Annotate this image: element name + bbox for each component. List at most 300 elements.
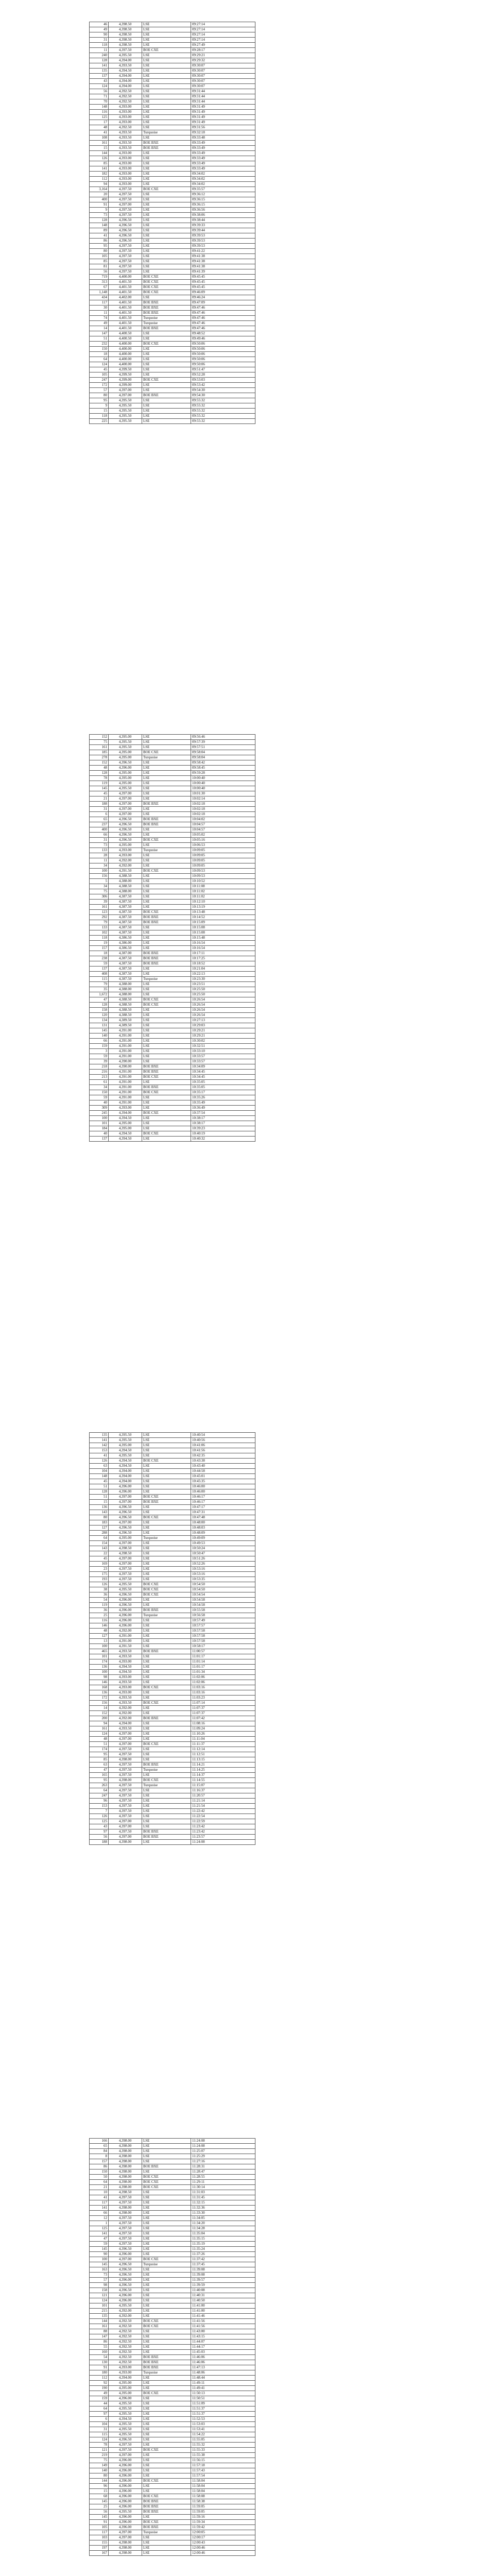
trade-price-cell: 4,396.50	[109, 239, 142, 244]
trade-time-cell: 09:27:14	[191, 32, 255, 38]
trade-volume-cell: 91	[90, 202, 109, 208]
trade-time-cell: 09:41:38	[191, 264, 255, 269]
trade-price-cell: 4,393.00	[109, 166, 142, 172]
trade-time-cell: 11:39:08	[191, 2273, 255, 2278]
table-row	[90, 254, 255, 259]
trade-time-cell: 10:27:13	[191, 1018, 255, 1023]
trade-venue-cell: LSE	[142, 1126, 191, 1131]
trade-price-cell: 4,397.00	[109, 2530, 142, 2535]
trade-time-cell: 11:56:15	[191, 2458, 255, 2463]
trade-venue-cell: LSE	[142, 202, 191, 208]
trade-time-cell: 10:09:05	[191, 848, 255, 853]
table-row	[90, 1551, 255, 1556]
trade-venue-cell: LSE	[142, 1033, 191, 1039]
trade-venue-cell: LSE	[142, 43, 191, 48]
trade-price-cell: 4,391.00	[109, 1044, 142, 1049]
trade-price-cell: 4,392.50	[109, 99, 142, 105]
table-row	[90, 352, 255, 357]
table-row	[90, 1474, 255, 1479]
table-row	[90, 2381, 255, 2386]
trade-volume-cell: 47	[90, 997, 109, 1003]
trade-volume-cell: 88	[90, 2329, 109, 2334]
trade-price-cell: 4,398.00	[109, 2154, 142, 2159]
trade-price-cell: 4,397.50	[109, 2221, 142, 2226]
trade-venue-cell: BOE CXE	[142, 1075, 191, 1080]
trade-time-cell: 10:46:00	[191, 1484, 255, 1489]
trade-volume-cell: 40	[90, 1131, 109, 1137]
trade-volume-cell: 95	[90, 1778, 109, 1783]
trade-venue-cell: LSE	[142, 177, 191, 182]
table-row	[90, 1757, 255, 1762]
trade-time-cell: 09:31:49	[191, 105, 255, 110]
trade-venue-cell: LSE	[142, 1659, 191, 1665]
trade-venue-cell: Turquoise	[142, 755, 191, 760]
trades-table	[89, 1432, 255, 1845]
trade-volume-cell: 121	[90, 2448, 109, 2453]
trade-price-cell: 4,400.00	[109, 357, 142, 362]
trade-price-cell: 4,392.50	[109, 94, 142, 99]
trade-price-cell: 4,388.50	[109, 1013, 142, 1018]
trade-price-cell: 4,393.00	[109, 151, 142, 156]
trade-price-cell: 4,395.00	[109, 1126, 142, 1131]
trade-time-cell: 11:25:07	[191, 2149, 255, 2154]
table-row	[90, 1762, 255, 1768]
trade-time-cell: 11:58:04	[191, 2489, 255, 2494]
trade-time-cell: 09:55:32	[191, 419, 255, 424]
trade-venue-cell: LSE	[142, 1023, 191, 1028]
trade-time-cell: 11:23:42	[191, 1824, 255, 1829]
trade-volume-cell: 95	[90, 398, 109, 403]
trade-price-cell: 4,395.50	[109, 1582, 142, 1587]
trade-price-cell: 4,392.00	[109, 1706, 142, 1711]
trade-venue-cell: LSE	[142, 2412, 191, 2417]
trade-volume-cell: 400	[90, 197, 109, 202]
trade-volume-cell: 9	[90, 403, 109, 409]
trade-price-cell: 4,391.00	[109, 1039, 142, 1044]
trade-price-cell: 4,398.50	[109, 43, 142, 48]
trade-volume-cell: 11	[90, 48, 109, 53]
trade-volume-cell: 86	[90, 2164, 109, 2170]
trade-time-cell: 09:41:39	[191, 269, 255, 275]
trade-price-cell: 4,398.00	[109, 2185, 142, 2190]
table-row	[90, 1592, 255, 1598]
trade-venue-cell: LSE	[142, 362, 191, 367]
table-row	[90, 905, 255, 910]
trade-volume-cell: 15	[90, 146, 109, 151]
trade-volume-cell: 48	[90, 1629, 109, 1634]
trade-price-cell: 4,398.00	[109, 2159, 142, 2164]
trade-venue-cell: LSE	[142, 2195, 191, 2200]
table-row	[90, 956, 255, 961]
trade-time-cell: 09:39:33	[191, 223, 255, 228]
trade-venue-cell: LSE	[142, 182, 191, 187]
trade-time-cell: 10:53:16	[191, 1567, 255, 1572]
trade-time-cell: 10:38:17	[191, 1116, 255, 1121]
trade-venue-cell: LSE	[142, 1018, 191, 1023]
trade-venue-cell: LSE	[142, 776, 191, 781]
trade-venue-cell: LSE	[142, 766, 191, 771]
trade-venue-cell: LSE	[142, 239, 191, 244]
trade-time-cell: 11:07:14	[191, 1701, 255, 1706]
trade-price-cell: 4,396.00	[109, 766, 142, 771]
trade-price-cell: 4,389.50	[109, 1018, 142, 1023]
trade-price-cell: 4,397.50	[109, 254, 142, 259]
table-row	[90, 409, 255, 414]
trade-volume-cell: 116	[90, 1618, 109, 1623]
table-row	[90, 1675, 255, 1680]
trade-volume-cell: 140	[90, 2468, 109, 2473]
trade-price-cell: 4,394.50	[109, 1137, 142, 1142]
trade-venue-cell: LSE	[142, 2159, 191, 2164]
table-row	[90, 1840, 255, 1845]
trade-time-cell: 10:48:00	[191, 1520, 255, 1526]
trade-venue-cell: LSE	[142, 347, 191, 352]
trade-time-cell: 10:54:58	[191, 1603, 255, 1608]
trade-price-cell: 4,395.00	[109, 2381, 142, 2386]
table-row	[90, 2267, 255, 2273]
trade-price-cell: 4,396.00	[109, 1618, 142, 1623]
trade-time-cell: 09:48:52	[191, 331, 255, 336]
trade-price-cell: 4,393.00	[109, 853, 142, 858]
trade-venue-cell: LSE	[142, 1706, 191, 1711]
table-row	[90, 2211, 255, 2216]
trade-price-cell: 4,395.00	[109, 2386, 142, 2391]
trade-price-cell: 4,393.50	[109, 1726, 142, 1732]
trade-price-cell: 4,397.50	[109, 259, 142, 264]
trade-price-cell: 4,396.50	[109, 2437, 142, 2443]
trade-venue-cell: LSE	[142, 172, 191, 177]
trade-volume-cell: 123	[90, 910, 109, 915]
table-row	[90, 2422, 255, 2427]
trade-price-cell: 4,394.50	[109, 1448, 142, 1453]
trade-price-cell: 4,393.00	[109, 156, 142, 161]
trade-venue-cell: LSE	[142, 2350, 191, 2355]
table-row	[90, 1577, 255, 1582]
trade-venue-cell: BOE BXE	[142, 1762, 191, 1768]
trade-venue-cell: LSE	[142, 228, 191, 233]
table-row	[90, 2448, 255, 2453]
trade-time-cell: 11:33:30	[191, 2211, 255, 2216]
trade-venue-cell: LSE	[142, 930, 191, 936]
trade-venue-cell: LSE	[142, 2231, 191, 2236]
trade-volume-cell: 245	[90, 1111, 109, 1116]
trade-price-cell: 4,397.50	[109, 1747, 142, 1752]
trade-time-cell: 11:41:00	[191, 2303, 255, 2309]
trade-price-cell: 4,395.50	[109, 403, 142, 409]
trade-volume-cell: 128	[90, 218, 109, 223]
table-row	[90, 1752, 255, 1757]
table-row	[90, 2216, 255, 2221]
trade-price-cell: 4,395.00	[109, 755, 142, 760]
trade-time-cell: 11:16:37	[191, 1788, 255, 1793]
trade-time-cell: 11:54:22	[191, 2432, 255, 2437]
trade-venue-cell: LSE	[142, 125, 191, 130]
trade-price-cell: 4,396.50	[109, 1505, 142, 1510]
table-row	[90, 2530, 255, 2535]
trade-volume-cell: 75	[90, 2458, 109, 2463]
trade-time-cell: 10:21:04	[191, 967, 255, 972]
trade-venue-cell: LSE	[142, 259, 191, 264]
trade-volume-cell: 128	[90, 1489, 109, 1495]
table-row	[90, 172, 255, 177]
trade-price-cell: 4,397.50	[109, 244, 142, 249]
trade-price-cell: 4,398.00	[109, 2540, 142, 2546]
trade-venue-cell: LSE	[142, 1464, 191, 1469]
trade-price-cell: 4,393.00	[109, 848, 142, 853]
trade-time-cell: 10:16:54	[191, 946, 255, 951]
trade-volume-cell: 152	[90, 735, 109, 740]
trade-time-cell: 10:22:13	[191, 972, 255, 977]
trade-venue-cell: BOE CXE	[142, 2180, 191, 2185]
trade-price-cell: 4,393.50	[109, 130, 142, 135]
table-row	[90, 1587, 255, 1592]
table-row	[90, 879, 255, 884]
trade-volume-cell: 12	[90, 2216, 109, 2221]
table-row	[90, 58, 255, 63]
trade-venue-cell: BOE BXE	[142, 2525, 191, 2530]
trade-venue-cell: LSE	[142, 1433, 191, 1438]
trade-venue-cell: LSE	[142, 151, 191, 156]
trade-time-cell: 11:40:50	[191, 2298, 255, 2303]
trade-volume-cell: 84	[90, 2149, 109, 2154]
table-row	[90, 347, 255, 352]
trade-price-cell: 4,392.50	[109, 2340, 142, 2345]
trade-venue-cell: BOE CXE	[142, 290, 191, 295]
trade-price-cell: 4,397.50	[109, 2226, 142, 2231]
trade-price-cell: 4,396.50	[109, 223, 142, 228]
trade-price-cell: 4,393.50	[109, 63, 142, 69]
trade-volume-cell: 59	[90, 1095, 109, 1100]
trade-volume-cell: 41	[90, 130, 109, 135]
trade-price-cell: 4,400.00	[109, 347, 142, 352]
table-row	[90, 1778, 255, 1783]
trade-volume-cell: 79	[90, 920, 109, 925]
trade-price-cell: 4,394.50	[109, 1670, 142, 1675]
trade-volume-cell: 118	[90, 414, 109, 419]
trade-venue-cell: LSE	[142, 69, 191, 74]
trade-venue-cell: Turquoise	[142, 977, 191, 982]
trade-time-cell: 10:34:09	[191, 1064, 255, 1070]
trade-time-cell: 10:35:49	[191, 1100, 255, 1106]
table-row	[90, 992, 255, 997]
trade-volume-cell: 309	[90, 1106, 109, 1111]
trade-time-cell: 10:35:05	[191, 1085, 255, 1090]
trade-price-cell: 4,395.50	[109, 409, 142, 414]
trade-price-cell: 4,397.50	[109, 2448, 142, 2453]
trade-price-cell: 4,386.50	[109, 936, 142, 941]
trade-price-cell: 4,396.00	[109, 1608, 142, 1613]
trade-time-cell: 09:50:06	[191, 352, 255, 357]
table-row	[90, 2406, 255, 2412]
table-row	[90, 1459, 255, 1464]
trade-time-cell: 11:01:14	[191, 1659, 255, 1665]
trade-time-cell: 09:54:30	[191, 393, 255, 398]
trade-price-cell: 4,394.00	[109, 74, 142, 79]
table-row	[90, 740, 255, 745]
table-row	[90, 223, 255, 228]
table-row	[90, 141, 255, 146]
trade-venue-cell: BOE BXE	[142, 2499, 191, 2504]
table-row	[90, 807, 255, 812]
trade-venue-cell: BOE BXE	[142, 915, 191, 920]
trade-venue-cell: BOE CXE	[142, 275, 191, 280]
trade-time-cell: 10:13:19	[191, 905, 255, 910]
trade-time-cell: 10:05:16	[191, 838, 255, 843]
trade-venue-cell: LSE	[142, 2221, 191, 2226]
trade-time-cell: 11:11:04	[191, 1737, 255, 1742]
trade-price-cell: 4,394.00	[109, 1469, 142, 1474]
trade-price-cell: 4,397.50	[109, 1788, 142, 1793]
trade-time-cell: 10:45:35	[191, 1479, 255, 1484]
trade-volume-cell: 719	[90, 275, 109, 280]
trade-price-cell: 4,397.50	[109, 1567, 142, 1572]
trade-price-cell: 4,397.50	[109, 1793, 142, 1799]
trade-volume-cell: 135	[90, 1433, 109, 1438]
trade-price-cell: 4,387.50	[109, 961, 142, 967]
trade-price-cell: 4,395.50	[109, 1438, 142, 1443]
trade-price-cell: 4,396.00	[109, 2252, 142, 2257]
trade-price-cell: 4,395.50	[109, 2303, 142, 2309]
trade-volume-cell: 21	[90, 2185, 109, 2190]
trade-volume-cell: 1,672	[90, 992, 109, 997]
trade-time-cell: 10:17:11	[191, 951, 255, 956]
table-row	[90, 853, 255, 858]
trade-volume-cell: 156	[90, 874, 109, 879]
trade-volume-cell: 124	[90, 1732, 109, 1737]
trade-volume-cell: 65	[90, 2144, 109, 2149]
trade-price-cell: 4,387.50	[109, 925, 142, 930]
trade-time-cell: 11:08:16	[191, 1721, 255, 1726]
trade-venue-cell: LSE	[142, 1680, 191, 1685]
trade-venue-cell: LSE	[142, 2551, 191, 2556]
trade-price-cell: 4,395.00	[109, 776, 142, 781]
trades-table	[89, 2138, 255, 2556]
trade-volume-cell: 183	[90, 1520, 109, 1526]
table-row	[90, 961, 255, 967]
table-row	[90, 1819, 255, 1824]
trade-volume-cell: 124	[90, 84, 109, 89]
trade-price-cell: 4,395.00	[109, 781, 142, 786]
trade-venue-cell: LSE	[142, 1690, 191, 1696]
trade-time-cell: 10:29:03	[191, 1023, 255, 1028]
trade-volume-cell: 144	[90, 151, 109, 156]
trade-time-cell: 10:54:54	[191, 1592, 255, 1598]
trade-price-cell: 4,392.50	[109, 2334, 142, 2340]
trade-price-cell: 4,398.00	[109, 2211, 142, 2216]
trade-volume-cell: 15	[90, 2489, 109, 2494]
table-row	[90, 2340, 255, 2345]
trade-venue-cell: LSE	[142, 79, 191, 84]
trade-venue-cell: LSE	[142, 2242, 191, 2247]
trade-venue-cell: LSE	[142, 812, 191, 817]
trade-venue-cell: LSE	[142, 843, 191, 848]
table-row	[90, 2293, 255, 2298]
trade-venue-cell: BOE BXE	[142, 956, 191, 961]
trade-venue-cell: LSE	[142, 925, 191, 930]
trade-venue-cell: LSE	[142, 63, 191, 69]
trade-time-cell: 10:17:25	[191, 956, 255, 961]
table-row	[90, 146, 255, 151]
trade-venue-cell: LSE	[142, 22, 191, 27]
table-row	[90, 745, 255, 750]
trade-time-cell: 09:55:32	[191, 414, 255, 419]
trade-volume-cell: 161	[90, 905, 109, 910]
table-row	[90, 2139, 255, 2144]
table-row	[90, 1793, 255, 1799]
table-row	[90, 2520, 255, 2525]
trade-venue-cell: Turquoise	[142, 2370, 191, 2376]
table-row	[90, 331, 255, 336]
trade-price-cell: 4,398.00	[109, 2546, 142, 2551]
trade-time-cell: 09:47:46	[191, 326, 255, 331]
table-row	[90, 130, 255, 135]
table-row	[90, 1742, 255, 1747]
trade-price-cell: 4,398.50	[109, 22, 142, 27]
table-row	[90, 874, 255, 879]
table-row	[90, 2257, 255, 2262]
table-row	[90, 1716, 255, 1721]
trade-price-cell: 4,395.50	[109, 740, 142, 745]
trade-venue-cell: LSE	[142, 352, 191, 357]
trade-volume-cell: 19	[90, 941, 109, 946]
trade-time-cell: 11:57:43	[191, 2468, 255, 2473]
trade-volume-cell: 148	[90, 1474, 109, 1479]
trade-price-cell: 4,398.00	[109, 2144, 142, 2149]
trade-price-cell: 4,396.50	[109, 1526, 142, 1531]
trade-venue-cell: Turquoise	[142, 1768, 191, 1773]
table-row	[90, 1095, 255, 1100]
table-row	[90, 1137, 255, 1142]
trade-time-cell: 10:57:58	[191, 1634, 255, 1639]
trade-price-cell: 4,396.50	[109, 760, 142, 766]
trade-time-cell: 10:16:54	[191, 941, 255, 946]
table-row	[90, 1044, 255, 1049]
trade-time-cell: 11:49:11	[191, 2381, 255, 2386]
trade-venue-cell: Turquoise	[142, 1613, 191, 1618]
trade-price-cell: 4,397.00	[109, 202, 142, 208]
trade-time-cell: 09:31:49	[191, 115, 255, 120]
trade-time-cell: 09:46:09	[191, 290, 255, 295]
trade-volume-cell: 115	[90, 2432, 109, 2437]
trade-price-cell: 4,396.50	[109, 2267, 142, 2273]
trade-time-cell: 11:41:46	[191, 2314, 255, 2319]
table-row	[90, 105, 255, 110]
trade-volume-cell: 117	[90, 2200, 109, 2206]
table-row	[90, 187, 255, 192]
table-row	[90, 1085, 255, 1090]
trade-venue-cell: LSE	[142, 1013, 191, 1018]
trade-price-cell: 4,393.00	[109, 1685, 142, 1690]
trade-venue-cell: BOE BXE	[142, 1835, 191, 1840]
trade-venue-cell: LSE	[142, 1137, 191, 1142]
trade-time-cell: 10:15:08	[191, 930, 255, 936]
table-row	[90, 1659, 255, 1665]
trade-volume-cell: 232	[90, 342, 109, 347]
trade-volume-cell: 43	[90, 1824, 109, 1829]
trade-volume-cell: 63	[90, 1762, 109, 1768]
table-row	[90, 843, 255, 848]
trade-time-cell: 11:57:18	[191, 2463, 255, 2468]
table-row	[90, 53, 255, 58]
trade-price-cell: 4,397.50	[109, 1829, 142, 1835]
table-row	[90, 884, 255, 889]
trade-venue-cell: LSE	[142, 894, 191, 900]
trade-time-cell: 10:09:53	[191, 869, 255, 874]
trade-time-cell: 10:36:49	[191, 1106, 255, 1111]
trade-venue-cell: LSE	[142, 2484, 191, 2489]
table-row	[90, 2273, 255, 2278]
trade-venue-cell: LSE	[142, 1541, 191, 1546]
